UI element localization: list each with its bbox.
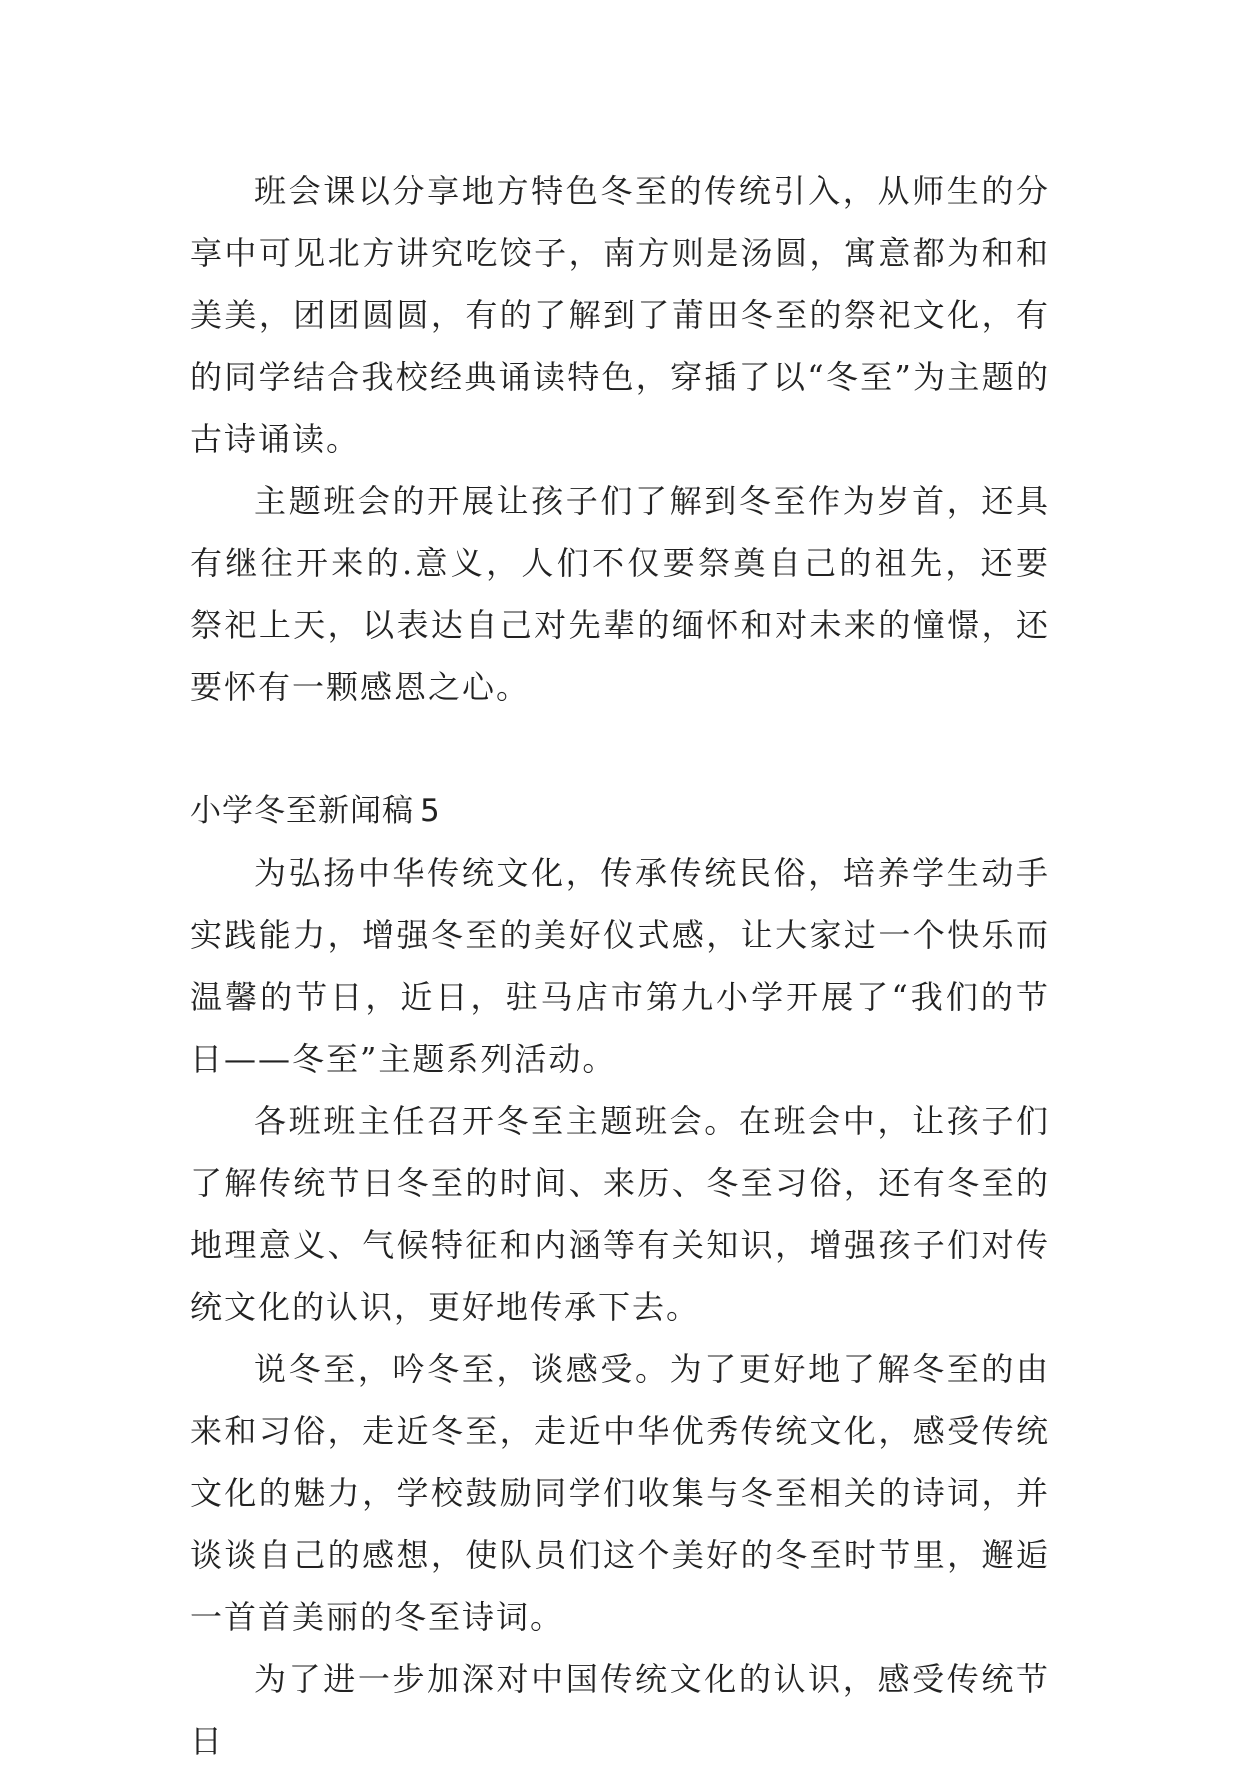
paragraph: 主题班会的开展让孩子们了解到冬至作为岁首，还具有继往开来的.意义，人们不仅要祭奠自己的祖先，还要祭祀上天，以表达自己对先辈的缅怀和对未来的憧憬，还要怀有一颗感恩之心。: [190, 482, 1050, 706]
paragraph: 班会课以分享地方特色冬至的传统引入，从师生的分享中可见北方讲究吃饺子，南方则是汤圆，寓意都为和和美美，团团圆圆，有的了解到了莆田冬至的祭祀文化，有的同学结合我校经典诵读特色，穿插了以“冬至”为主题的古诗诵读。: [190, 172, 1050, 458]
paragraph: 为弘扬中华传统文化，传承传统民俗，培养学生动手实践能力，增强冬至的美好仪式感，让大家过一个快乐而温馨的节日，近日，驻马店市第九小学开展了“我们的节日——冬至”主题系列活动。: [190, 854, 1050, 1078]
paragraph: 各班班主任召开冬至主题班会。在班会中，让孩子们了解传统节日冬至的时间、来历、冬至习俗，还有冬至的地理意义、气候特征和内涵等有关知识，增强孩子们对传统文化的认识，更好地传承下去。: [190, 1102, 1050, 1326]
section-number: 5: [420, 793, 441, 829]
paragraph: 说冬至，吟冬至，谈感受。为了更好地了解冬至的由来和习俗，走近冬至，走近中华优秀传统文化，感受传统文化的魅力，学校鼓励同学们收集与冬至相关的诗词，并谈谈自己的感想，使队员们这个美好的冬至时节里，邂逅一首首美丽的冬至诗词。: [190, 1350, 1050, 1636]
section-title-text: 小学冬至新闻稿: [190, 793, 414, 829]
section-title: [190, 780, 1050, 842]
paragraph: 为了进一步加深对中国传统文化的认识，感受传统节日: [190, 1660, 1050, 1760]
document-body: [190, 160, 1050, 1772]
